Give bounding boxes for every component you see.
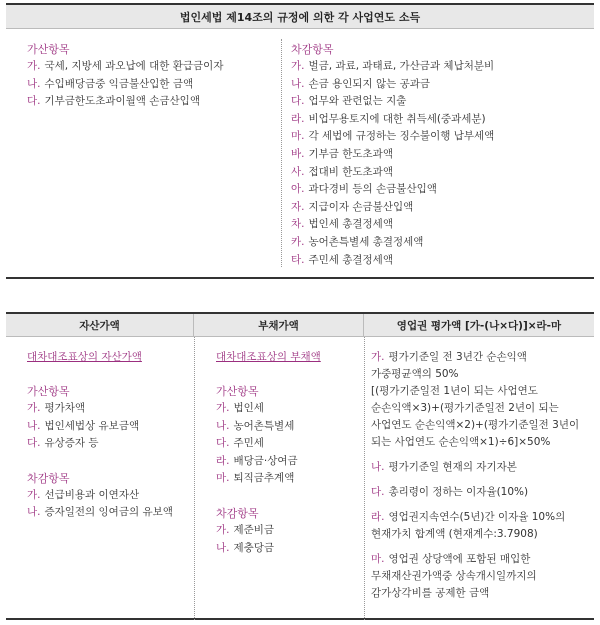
list-item: 카. 농어촌특별세 총결정세액 [291,235,424,248]
goodwill-item-na: 나. 평가기준일 현재의 자기자본 [371,461,517,473]
list-item: 나. 농어촌특별세 [216,419,295,432]
liability-column [216,349,366,557]
list-item: 다. 업무와 관련없는 지출 [291,95,407,108]
list-item: 가. 벌금, 과료, 과태료, 가산금과 체납처분비 [291,60,495,72]
column-divider [281,39,282,267]
table-title: 법인세법 제14조의 규정에 의한 각 사업연도 소득 [179,10,421,24]
list-item: 다. 주민세 [216,437,264,450]
header-goodwill: 영업권 평가액 [가-(나×다)]×라-마 [396,319,562,332]
add-items-title: 가산항목 [27,43,70,56]
add-items-column [27,41,277,111]
list-item: 나. 제충당금 [216,541,275,554]
list-item: 아. 과다경비 등의 손금불산입액 [291,183,437,196]
column-divider [194,337,195,620]
list-item: 차. 법인세 총결정세액 [291,218,393,231]
liability-sub-title: 차감항목 [216,506,259,520]
asset-subtitle: 대차대조표상의 자산가액 [27,351,142,363]
header-liability: 부채가액 [194,314,364,336]
list-item: 타. 주민세 총결정세액 [291,253,393,266]
corporate-income-table [6,3,594,279]
liability-add-title: 가산항목 [216,385,259,398]
list-item: 마. 퇴직금추계액 [216,472,295,485]
list-item: 가. 법인세 [216,402,264,414]
goodwill-item-ga: 가. 평가기준일 전 3년간 순손익액 가중평균액의 50% [(평가기준일전 1년이 되는 사업연도 순손익액×3)+(평가기준일전 2년이 되는 사업연도 순손익액×2)+(평가기준일전 3년이 되는 사업연도 순손익액×1)÷6]×50% [371,351,580,448]
list-item: 가. 국세, 지방세 과오납에 대한 환급금이자 [27,60,224,72]
list-item: 바. 기부금 한도초과액 [291,147,393,160]
list-item: 자. 지급이자 손금불산입액 [291,200,414,213]
goodwill-item-ma: 마. 영업권 상당액에 포함된 매입한 무채재산권가액중 상속개시일까지의 감가상각비를 공제한 금액 [371,553,537,599]
sub-items-column [291,41,591,269]
goodwill-column [371,349,593,610]
list-item: 나. 증자일전의 잉여금의 유보액 [27,506,173,519]
asset-sub-title: 차감항목 [27,471,70,485]
goodwill-item-da: 다. 총리령이 정하는 이자율(10%) [371,486,529,498]
list-item: 가. 선급비용과 이연자산 [27,488,140,501]
table-header [6,314,594,337]
table-body [6,29,594,277]
list-item: 다. 기부금한도초과이월액 손금산입액 [27,95,200,108]
valuation-table [6,312,594,620]
table-header [6,5,594,29]
list-item: 마. 각 세법에 규정하는 징수불이행 납부세액 [291,130,495,143]
asset-column [27,349,192,522]
list-item: 나. 손금 용인되지 않는 공과금 [291,77,431,90]
list-item: 나. 법인세법상 유보금액 [27,419,140,432]
header-asset: 자산가액 [6,314,194,336]
list-item: 나. 수입배당금중 익금불산입한 금액 [27,77,194,90]
goodwill-item-ra: 라. 영업권지속연수(5년)간 이자율 10%의 현재가치 합계액 (현재계수:3.7908) [371,511,566,540]
table-body [6,337,594,620]
list-item: 가. 제준비금 [216,523,275,536]
liability-subtitle: 대차대조표상의 부채액 [216,351,321,363]
asset-add-title: 가산항목 [27,385,70,398]
list-item: 라. 비업무용토지에 대한 취득세(중과세분) [291,112,486,125]
list-item: 사. 접대비 한도초과액 [291,165,393,178]
list-item: 다. 유상증자 등 [27,437,99,450]
list-item: 가. 평가차액 [27,402,86,414]
sub-items-title: 차감항목 [291,43,334,56]
list-item: 라. 배당금·상여금 [216,454,298,467]
